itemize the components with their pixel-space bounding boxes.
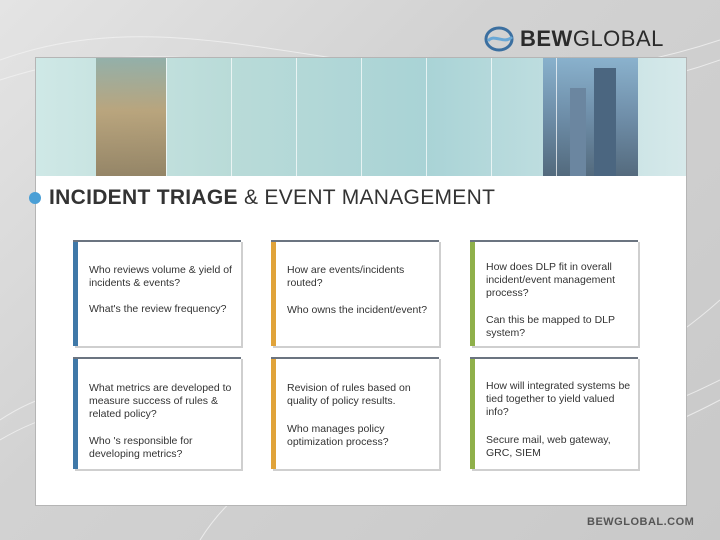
banner-divider [426, 58, 427, 176]
banner-divider [296, 58, 297, 176]
title-rest: & EVENT MANAGEMENT [237, 186, 496, 209]
skyscraper-shape-small [570, 88, 586, 176]
card-question-2: Can this be mapped to DLP system? [486, 314, 615, 339]
question-card-2 [271, 240, 439, 346]
card-question-1: How will integrated systems be tied together to yield valued info? [486, 380, 631, 418]
card-accent-bar [73, 242, 78, 346]
logo-text-rest: GLOBAL [572, 26, 664, 51]
card-accent-bar [271, 242, 276, 346]
banner-divider [491, 58, 492, 176]
question-card-5 [271, 357, 439, 469]
question-card-3 [470, 240, 638, 346]
card-question-2: Who 's responsible for developing metrics? [89, 435, 193, 460]
card-accent-bar [470, 359, 475, 469]
banner-divider [361, 58, 362, 176]
card-question-2: What's the review frequency? [89, 303, 227, 315]
banner-divider [231, 58, 232, 176]
footer-url: BEWGLOBAL.COM [587, 516, 695, 528]
question-card-6 [470, 357, 638, 469]
card-question-1: What metrics are developed to measure success of rules & related policy? [89, 382, 232, 420]
card-question-1: How are events/incidents routed? [287, 264, 405, 289]
question-card-1 [73, 240, 241, 346]
city-skyline-photo [543, 58, 638, 176]
logo-text-bold: BEW [520, 26, 573, 51]
card-question-2: Secure mail, web gateway, GRC, SIEM [486, 434, 611, 459]
title-bullet-icon [29, 192, 41, 204]
photo-banner [36, 58, 686, 176]
card-accent-bar [470, 242, 475, 346]
card-question-2: Who owns the incident/event? [287, 304, 428, 316]
slide-title [29, 186, 495, 210]
great-wall-photo [96, 58, 166, 176]
question-card-4 [73, 357, 241, 469]
card-accent-bar [271, 359, 276, 469]
card-question-2: Who manages policy optimization process? [287, 423, 389, 448]
globe-swirl-icon [484, 25, 514, 53]
card-question-1: Revision of rules based on quality of policy results. [287, 382, 411, 407]
card-question-1: How does DLP fit in overall incident/event management process? [486, 261, 615, 299]
skyscraper-shape [594, 68, 616, 176]
banner-divider [166, 58, 167, 176]
card-question-1: Who reviews volume & yield of incidents & events? [89, 264, 232, 289]
bewglobal-logo [484, 24, 664, 54]
card-accent-bar [73, 359, 78, 469]
banner-divider [556, 58, 557, 176]
title-strong: INCIDENT TRIAGE [49, 186, 238, 209]
